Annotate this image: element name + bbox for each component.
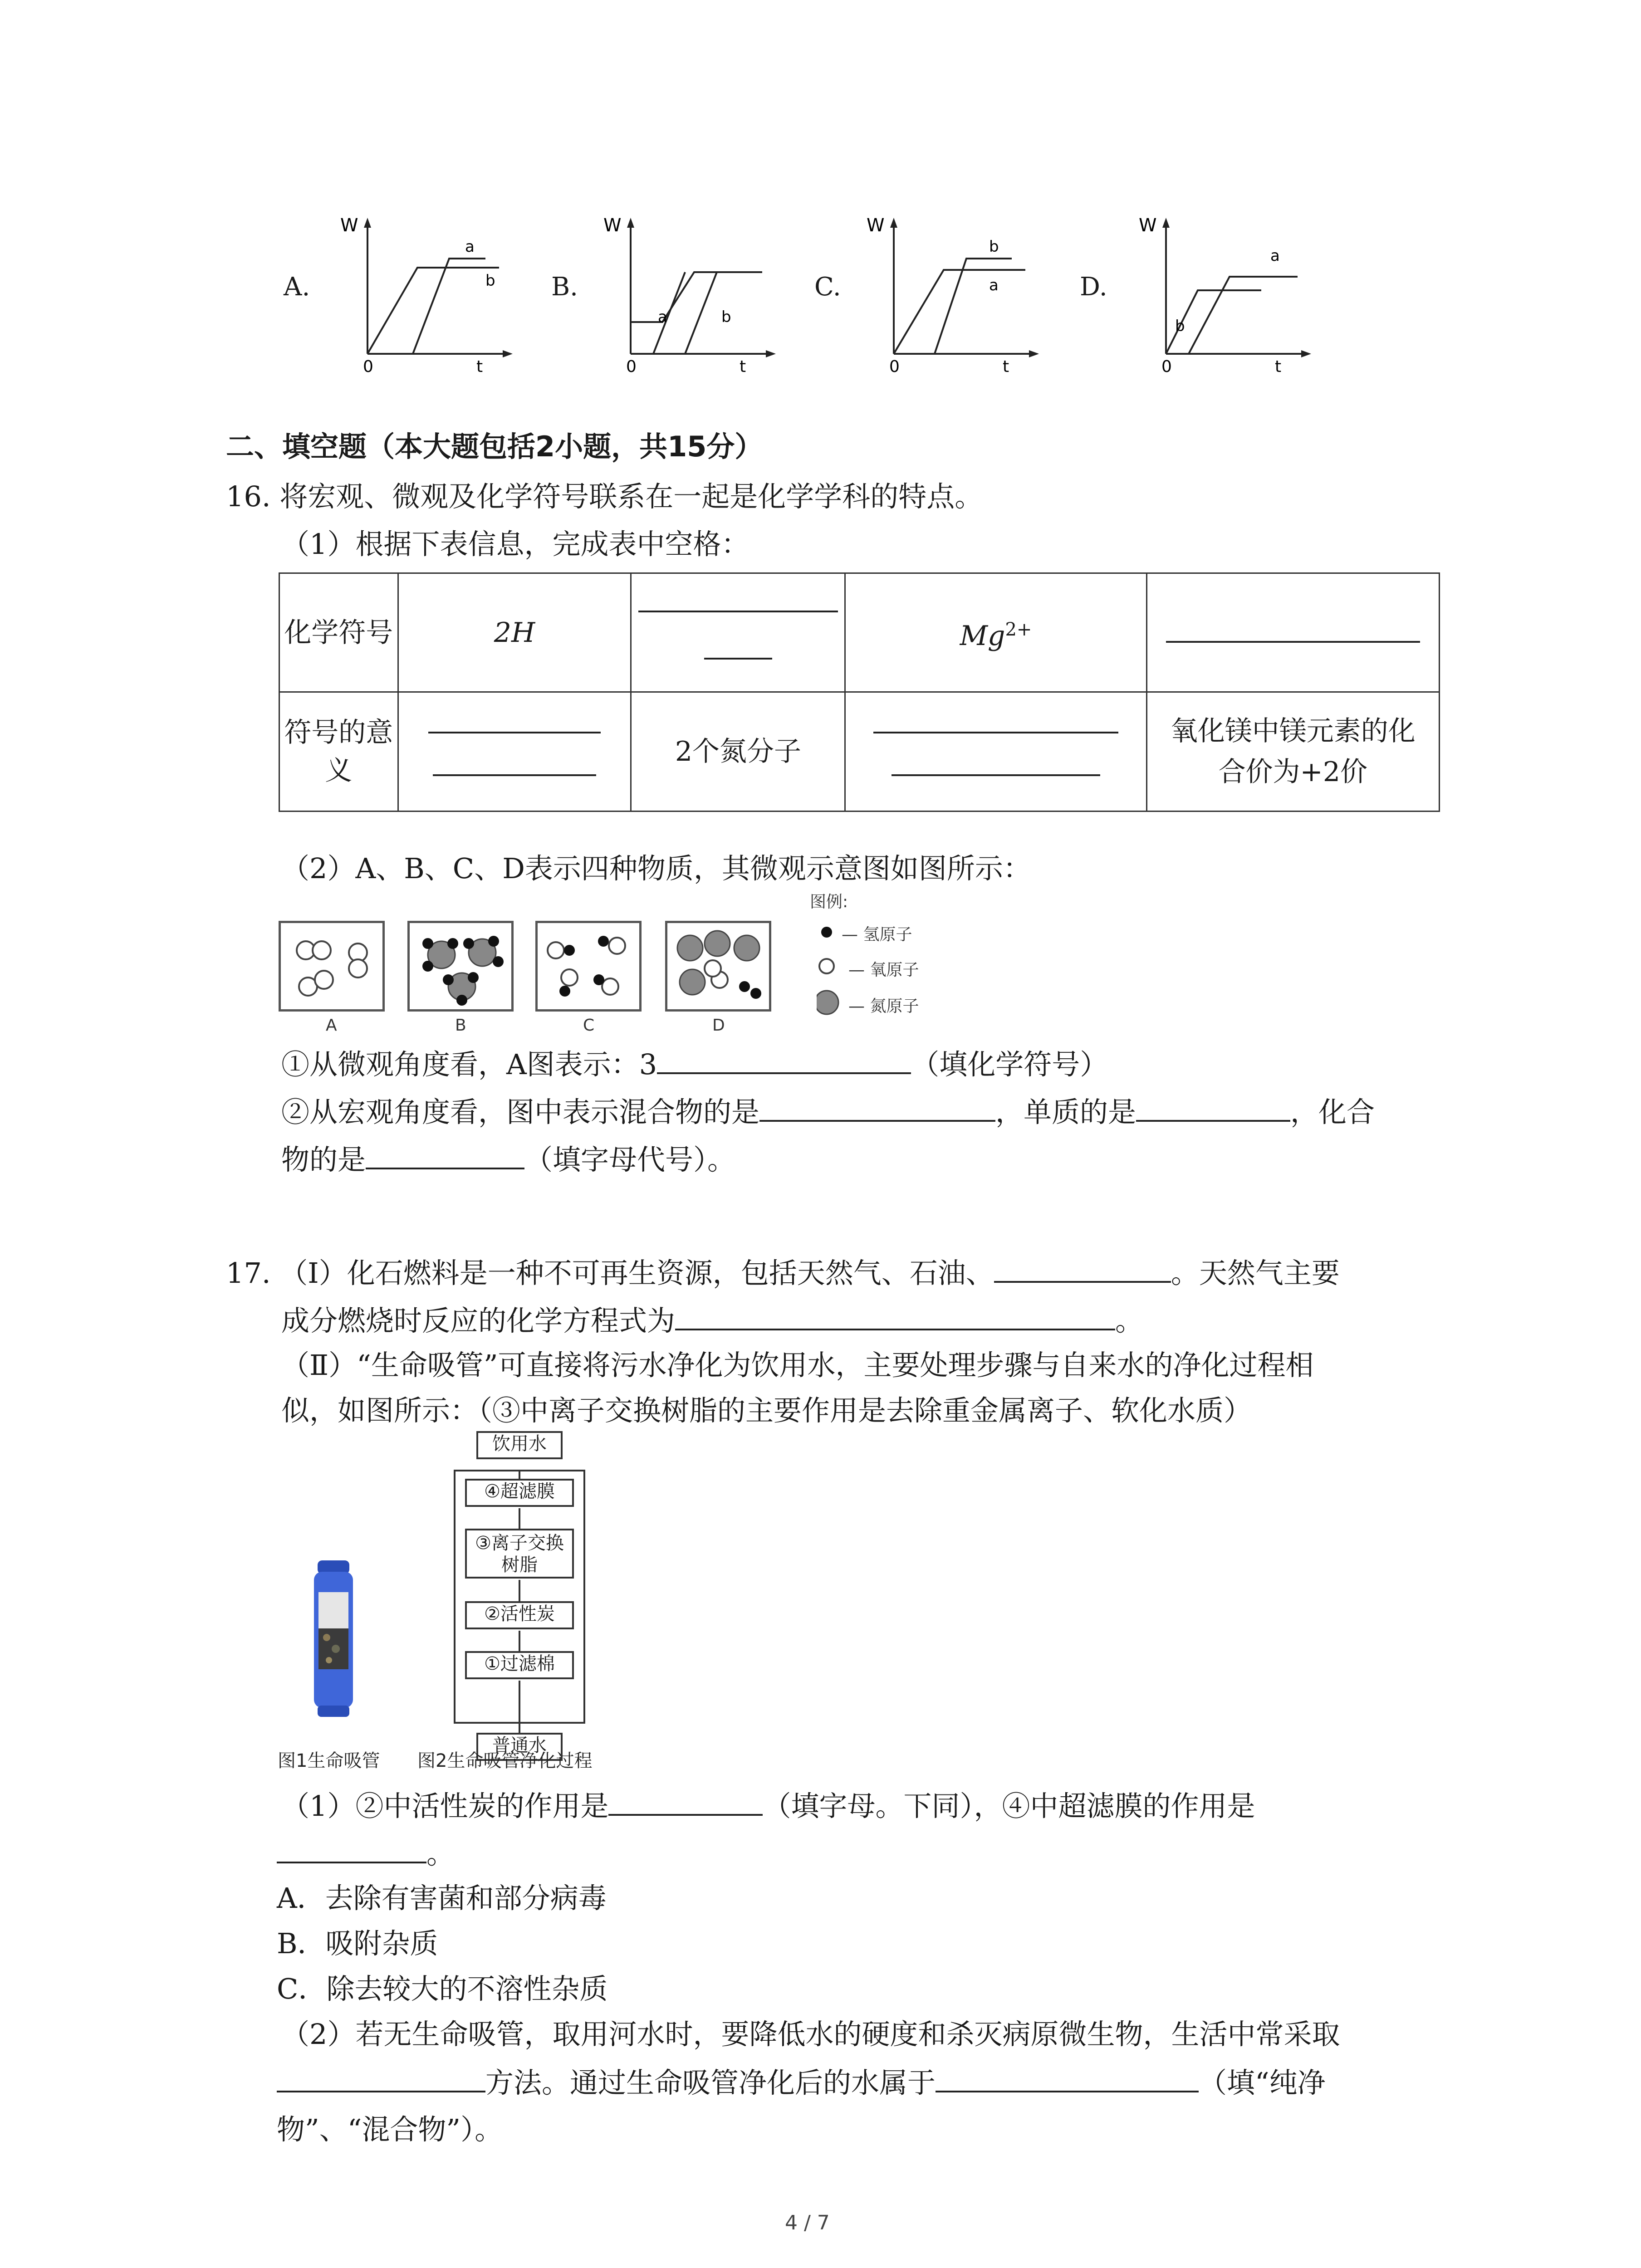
cell-blank-2h-meaning[interactable] <box>398 692 631 811</box>
q17-line3: （Ⅱ）“生命吸管”可直接将污水净化为饮用水，主要处理步骤与自来水的净化过程相 <box>281 1349 1314 1382</box>
q17-sub2-line2: 方法。通过生命吸管净化后的水属于 （填“纯净 <box>277 2062 1326 2103</box>
legend-hydrogen: — 氢原子 <box>842 925 912 944</box>
axis-x-label: t <box>740 357 746 376</box>
option-label: A. <box>284 272 310 302</box>
section-title: 二、填空题（本大题包括2小题，共15分） <box>226 430 763 463</box>
blank-element[interactable] <box>1136 1091 1290 1122</box>
micro-box-d <box>665 921 771 1012</box>
q16-part1: （1）根据下表信息，完成表中空格： <box>281 528 749 561</box>
cell-blank-mgo-symbol[interactable] <box>1146 573 1439 692</box>
flow-filter-cotton: ①过滤棉 <box>465 1651 574 1679</box>
micro-label-c: C <box>583 1016 595 1035</box>
axis-y-label: W <box>603 215 622 236</box>
legend-nitrogen: — 氮原子 <box>848 997 919 1016</box>
blank-water-type[interactable] <box>936 2062 1199 2092</box>
flow-arrows <box>508 1458 531 1735</box>
micro-label-a: A <box>326 1016 337 1035</box>
axis-y-label: W <box>1139 215 1157 236</box>
flow-ion-exchange: ③离子交换树脂 <box>465 1529 574 1579</box>
q16-part2: （2）A、B、C、D表示四种物质，其微观示意图如图所示： <box>281 852 1031 885</box>
micro-box-b <box>407 921 514 1012</box>
cell-2h: 2H <box>398 573 631 692</box>
cell-blank-mg-meaning[interactable] <box>845 692 1146 811</box>
option-c: C．除去较大的不溶性杂质 <box>277 1972 608 2005</box>
line-label: b <box>1175 317 1185 335</box>
graph-a-plot <box>327 213 517 376</box>
line-label: b <box>989 238 999 256</box>
micro-box-c <box>535 921 642 1012</box>
origin-label: 0 <box>626 357 637 376</box>
micro-label-d: D <box>712 1016 725 1035</box>
line-label: a <box>658 308 667 326</box>
origin-label: 0 <box>363 357 373 376</box>
cell-2n2: 2个氮分子 <box>631 692 845 811</box>
axis-y-label: W <box>340 215 358 236</box>
line-label: a <box>465 238 475 256</box>
q16-line1: ①从微观角度看，A图表示：3 （填化学符号） <box>281 1043 1108 1085</box>
line-label: a <box>1270 247 1280 265</box>
flow-ultrafiltration: ④超滤膜 <box>465 1479 574 1507</box>
blank-fossil-fuel[interactable] <box>994 1252 1171 1283</box>
flow-drinking-water: 饮用水 <box>476 1431 563 1459</box>
blank-mixture[interactable] <box>759 1091 995 1122</box>
figure-1-caption: 图1生命吸管 <box>278 1750 380 1771</box>
page-number: 4 / 7 <box>785 2211 830 2234</box>
option-label: B. <box>551 272 578 302</box>
oxygen-atom-icon <box>819 959 834 973</box>
axis-x-label: t <box>1003 357 1009 376</box>
origin-label: 0 <box>889 357 900 376</box>
q17-line2: 成分燃烧时反应的化学方程式为 。 <box>281 1300 1143 1341</box>
life-straw-image <box>309 1560 358 1719</box>
q17-sub1: （1）②中活性炭的作用是 （填字母。下同），④中超滤膜的作用是 <box>281 1785 1255 1827</box>
origin-label: 0 <box>1161 357 1172 376</box>
blank-equation[interactable] <box>675 1300 1115 1330</box>
micro-label-b: B <box>455 1016 466 1035</box>
blank-a-formula[interactable] <box>657 1043 911 1074</box>
cell-mg-ion-charge: 2+ <box>1005 619 1032 640</box>
line-label: b <box>485 272 495 290</box>
option-a: A．去除有害菌和部分病毒 <box>277 1882 607 1915</box>
axis-x-label: t <box>1275 357 1282 376</box>
q17-sub2-line1: （2）若无生命吸管，取用河水时，要降低水的硬度和杀灭病原微生物，生活中常采取 <box>281 2018 1340 2051</box>
flow-ordinary-water: 普通水 <box>476 1733 563 1761</box>
symbol-table <box>279 572 1440 812</box>
table-head-meaning: 符号的意义 <box>279 692 398 811</box>
q17-sub1-end: 。 <box>277 1833 455 1874</box>
micro-box-a <box>279 921 385 1012</box>
blank-compound[interactable] <box>366 1139 524 1169</box>
legend-title: 图例: <box>810 893 848 911</box>
graph-d-plot <box>1125 213 1316 376</box>
table-head-symbol: 化学符号 <box>279 573 398 692</box>
nitrogen-atom-icon <box>817 991 838 1014</box>
line-label: a <box>989 276 999 294</box>
figure-2-caption: 图2生命吸管净化过程 <box>417 1750 593 1771</box>
line-label: b <box>721 308 731 326</box>
axis-x-label: t <box>476 357 483 376</box>
option-label: C. <box>814 272 841 302</box>
q16-line3: 物的是 （填字母代号）。 <box>281 1139 735 1180</box>
blank-method[interactable] <box>277 2062 485 2092</box>
blank-activated-carbon[interactable] <box>608 1785 763 1816</box>
q16-line2: ②从宏观角度看，图中表示混合物的是 ，单质的是 ，化合 <box>281 1091 1375 1133</box>
graph-b-plot <box>590 213 780 376</box>
axis-y-label: W <box>867 215 885 236</box>
legend-markers <box>817 923 844 1059</box>
option-label: D. <box>1080 272 1107 302</box>
hydrogen-atom-icon <box>821 927 832 938</box>
cell-blank-symbol[interactable] <box>631 573 845 692</box>
q16-stem: 16. 将宏观、微观及化学符号联系在一起是化学学科的特点。 <box>226 480 983 513</box>
cell-mg-ion: $Mg^{2+}$ <box>845 573 1146 692</box>
cell-mgo-meaning: 氧化镁中镁元素的化合价为+2价 <box>1146 692 1439 811</box>
graph-c-plot <box>853 213 1043 376</box>
q17-line4: 似，如图所示：（③中离子交换树脂的主要作用是去除重金属离子、软化水质） <box>281 1394 1252 1427</box>
flow-activated-carbon: ②活性炭 <box>465 1601 574 1629</box>
q17-sub2-line3: 物”、“混合物”）。 <box>277 2113 503 2146</box>
option-b: B．吸附杂质 <box>277 1927 438 1960</box>
blank-ultrafiltration[interactable] <box>277 1833 426 1863</box>
legend-oxygen: — 氧原子 <box>848 961 919 979</box>
q17-line1: 17. （Ⅰ）化石燃料是一种不可再生资源，包括天然气、石油、 。天然气主要 <box>226 1252 1340 1294</box>
